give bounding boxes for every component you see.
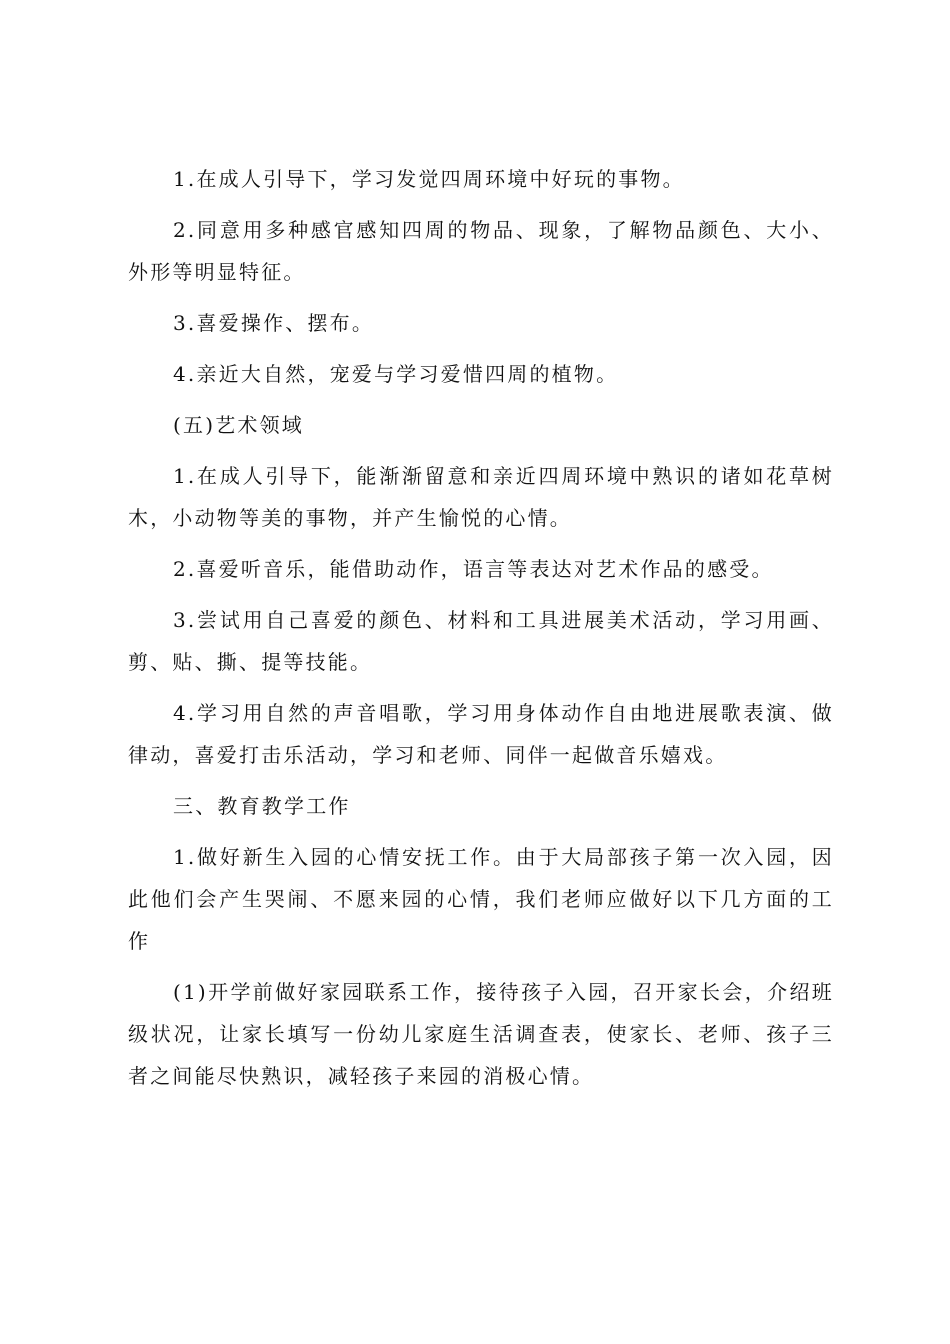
paragraph-exploration-2: 2.同意用多种感官感知四周的物品、现象，了解物品颜色、大小、外形等明显特征。 [128,218,834,284]
paragraph-exploration-3: 3.喜爱操作、摆布。 [173,311,375,335]
document-body [128,158,834,1097]
paragraph-art-1: 1.在成人引导下，能渐渐留意和亲近四周环境中熟识的诸如花草树木，小动物等美的事物，并产生愉悦的心情。 [128,464,834,530]
paragraph-art-3: 3.尝试用自己喜爱的颜色、材料和工具进展美术活动，学习用画、剪、贴、撕、提等技能。 [128,608,834,674]
paragraph-art-2: 2.喜爱听音乐，能借助动作，语言等表达对艺术作品的感受。 [173,557,774,581]
paragraph-art-4: 4.学习用自然的声音唱歌，学习用身体动作自由地进展歌表演、做律动，喜爱打击乐活动，学习和老师、同伴一起做音乐嬉戏。 [128,701,834,767]
paragraph-teaching-1-sub-1: (1)开学前做好家园联系工作，接待孩子入园，召开家长会，介绍班级状况，让家长填写一份幼儿家庭生活调查表，使家长、老师、孩子三者之间能尽快熟识，减轻孩子来园的消极心情。 [128,980,834,1088]
paragraph-teaching-1: 1.做好新生入园的心情安抚工作。由于大局部孩子第一次入园，因此他们会产生哭闹、不愿来园的心情，我们老师应做好以下几方面的工作 [128,845,834,953]
section-heading-teaching: 三、教育教学工作 [173,794,351,818]
section-heading-art: (五)艺术领域 [173,413,305,437]
paragraph-exploration-4: 4.亲近大自然，宠爱与学习爱惜四周的植物。 [173,362,619,386]
paragraph-exploration-1: 1.在成人引导下，学习发觉四周环境中好玩的事物。 [173,167,685,191]
